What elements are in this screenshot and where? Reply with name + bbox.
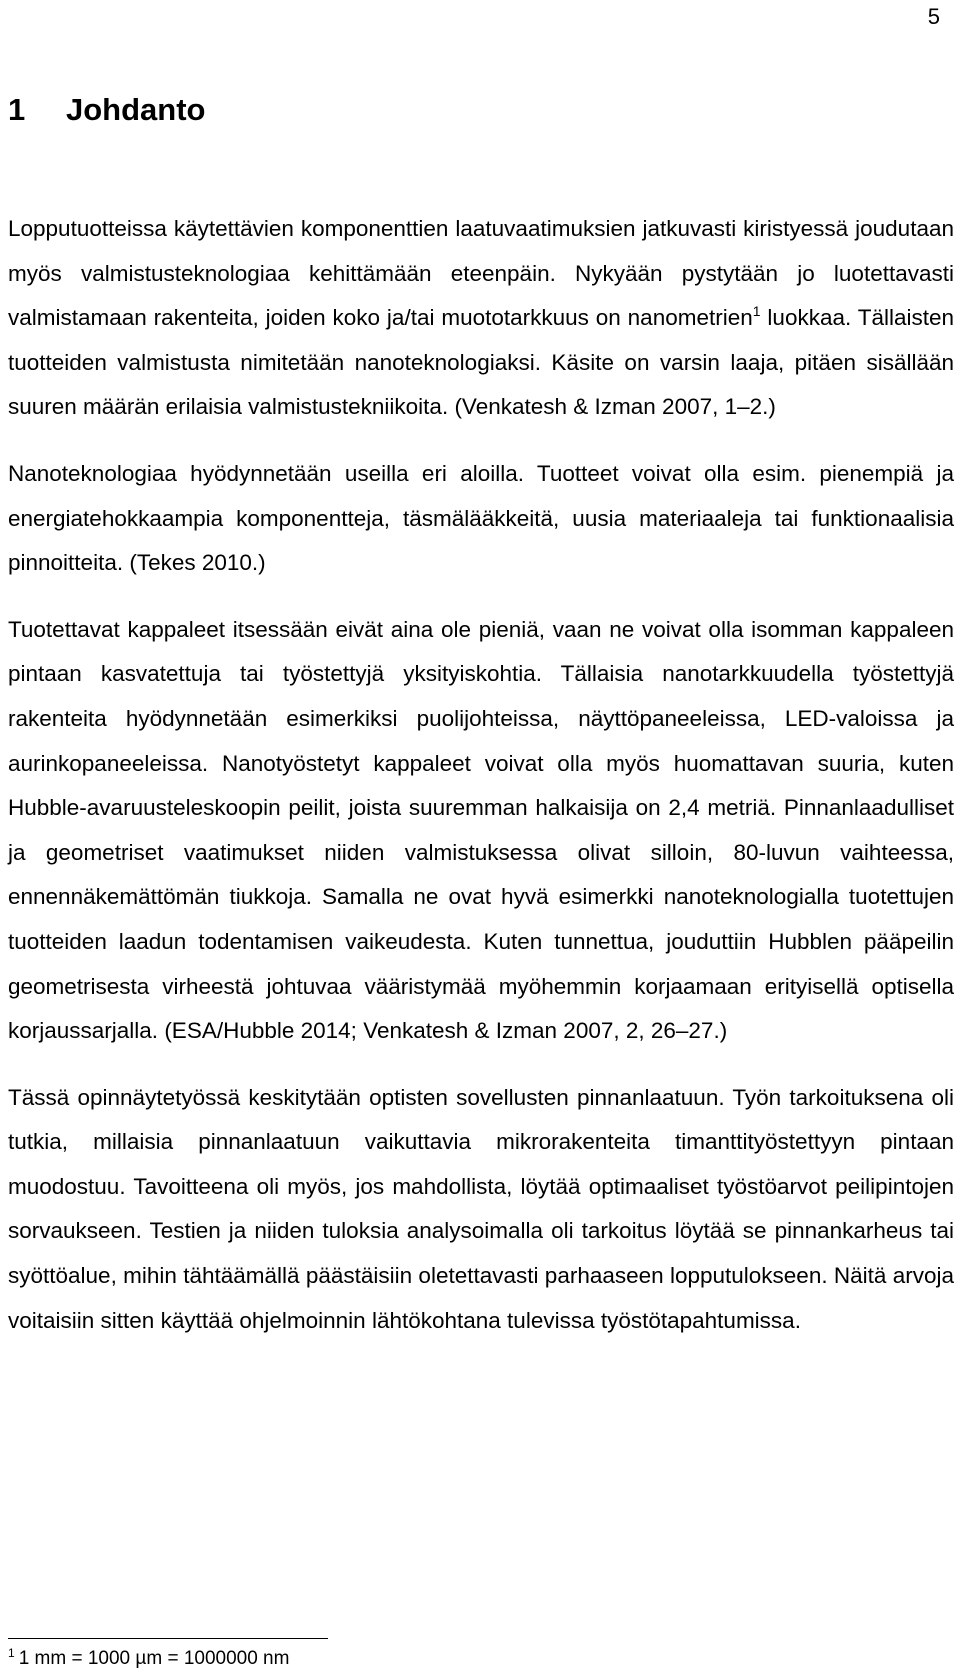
section-heading <box>8 92 206 128</box>
page-number: 5 <box>927 4 940 29</box>
footnote-marker: 1 <box>8 1646 15 1660</box>
paragraph-1 <box>8 207 954 430</box>
footnote-text: 1 mm = 1000 µm = 1000000 nm <box>18 1648 290 1669</box>
section-number: 1 <box>8 92 26 127</box>
paragraph-1-text-a: Lopputuotteissa käytettävien komponenttien laatuvaatimuksien jatkuvasti kiristyessä joudutaan myös valmistusteknologiaa kehittämään eteenpäin. Nykyään pystytään jo luotettavasti valmistamaan rakenteita, joiden koko ja/tai muototarkkuus on nanometrien <box>8 216 954 331</box>
paragraph-4: Tässä opinnäytetyössä keskitytään optisten sovellusten pinnanlaatuun. Työn tarkoituksena oli tutkia, millaisia pinnanlaatuun vaikuttavia mikrorakenteita timanttityöstettyyn pintaan muodostuu. Tavoitteena oli myös, jos mahdollista, löytää optimaaliset työstöarvot peilipintojen sorvaukseen. Testien ja niiden tuloksia analysoimalla oli tarkoitus löytää se pinnankarheus tai syöttöalue, mihin tähtäämällä päästäisiin oletettavasti parhaaseen lopputulokseen. Näitä arvoja voitaisiin sitten käyttää ohjelmoinnin lähtökohtana tulevissa työstötapahtumissa. <box>8 1084 954 1333</box>
paragraph-3: Tuotettavat kappaleet itsessään eivät aina ole pieniä, vaan ne voivat olla isomman kappaleen pintaan kasvatettuja tai työstettyjä yksityiskohtia. Tällaisia nanotarkkuudella työstettyjä rakenteita hyödynnetään esimerkiksi puolijohteissa, näyttöpaneeleissa, LED-valoissa ja aurinkopaneeleissa. Nanotyöstetyt kappaleet voivat olla myös huomattavan suuria, kuten Hubble-avaruusteleskoopin peilit, joista suuremman halkaisija on 2,4 metriä. Pinnanlaadulliset ja geometriset vaatimukset niiden valmistuksessa olivat silloin, 80-luvun vaihteessa, ennennäkemättömän tiukkoja. Samalla ne ovat hyvä esimerkki nanoteknologialla tuotettujen tuotteiden laadun todentamisen vaikeudesta. Kuten tunnettua, jouduttiin Hubblen pääpeilin geometrisesta virheestä johtuvaa vääristymää myöhemmin korjaamaan erityisellä optisella korjaussarjalla. (ESA/Hubble 2014; Venkatesh & Izman 2007, 2, 26–27.) <box>8 616 954 1044</box>
body-text <box>8 207 954 1365</box>
section-title: Johdanto <box>66 92 206 127</box>
footnote <box>8 1648 289 1670</box>
paragraph-1-text-b: luokkaa. Tällaisten tuotteiden valmistusta nimitetään nanoteknologiaksi. Käsite on varsin laaja, pitäen sisällään suuren määrän erilaisia valmistustekniikoita. (Venkatesh & Izman 2007, 1–2.) <box>8 305 955 420</box>
footnote-reference: 1 <box>752 303 761 320</box>
paragraph-2: Nanoteknologiaa hyödynnetään useilla eri aloilla. Tuotteet voivat olla esim. pienempiä ja energiatehokkaampia komponentteja, täsmälääkkeitä, uusia materiaaleja tai funktionaalisia pinnoitteita. (Tekes 2010.) <box>8 460 954 576</box>
footnote-separator <box>8 1638 328 1639</box>
